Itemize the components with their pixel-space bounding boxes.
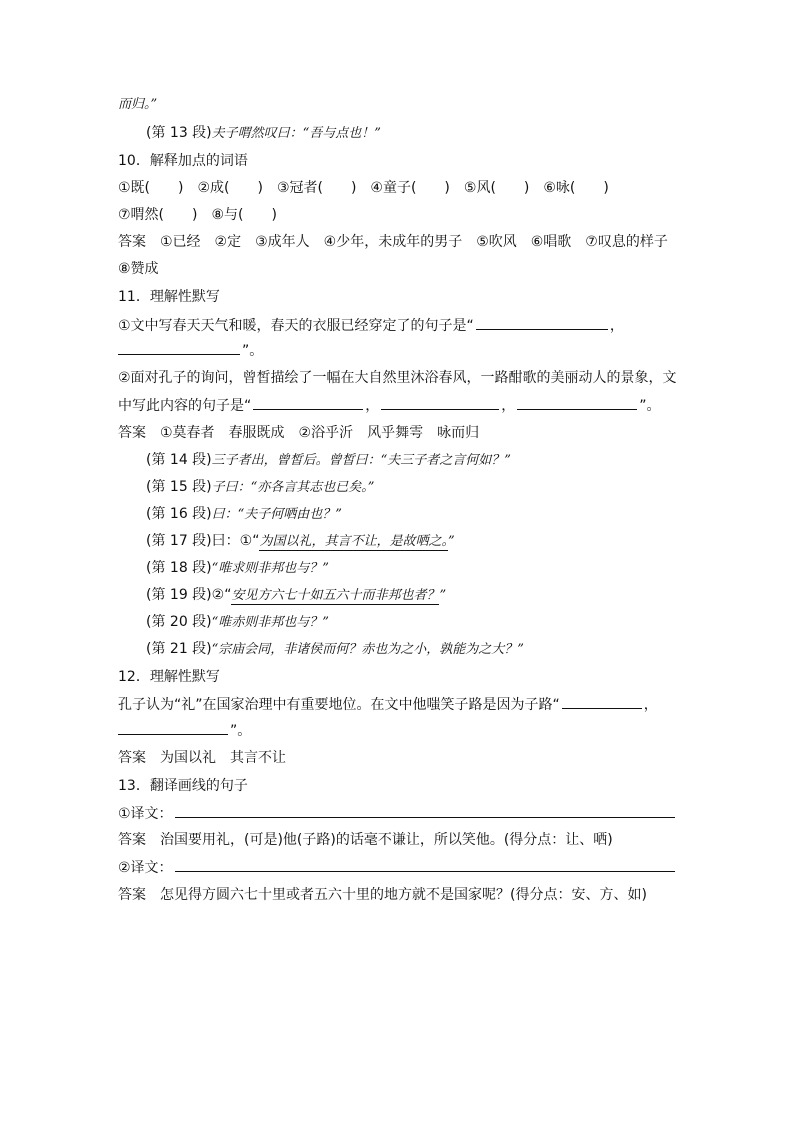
paragraph-number: (第 21 段) [146,641,212,657]
punct: ” [439,588,447,603]
answer-text: 答案 治国要用礼，(可是)他(子路)的话毫不谦让，所以笑他。(得分点：让、哂) [118,832,613,848]
answer-text: ⑧赞成 [118,261,159,277]
translation-blank[interactable] [175,804,675,818]
marker: ②“ [211,587,232,603]
text-line [118,316,624,335]
fill-blank[interactable] [381,396,499,410]
fill-blank[interactable] [517,396,637,410]
paragraph-number: (第 18 段) [146,560,212,576]
paragraph-number: (第 16 段) [146,506,212,522]
question-title [118,668,220,686]
fill-blank[interactable] [118,721,228,735]
punct: ”。 [242,343,264,359]
answer-line [118,831,613,849]
paragraph-number: (第 17 段) [146,533,212,549]
question-title [118,288,220,306]
question-text: 中写此内容的句子是“ [118,398,252,414]
answer-text: 答案 怎见得方圆六七十里或者五六十里的地方就不是国家呢？(得分点：安、方、如) [118,887,647,903]
classical-text: “唯求则非邦也与？” [211,561,329,576]
text-line [118,804,677,823]
paragraph-number: (第 20 段) [146,614,212,630]
punct: ”。 [230,723,252,739]
text-line [146,613,329,632]
question-title-text: 13．翻译画线的句子 [118,778,248,794]
text-line [118,695,658,714]
paragraph-number: (第 19 段) [146,587,212,603]
punct: ， [643,697,658,713]
word-list: ⑦喟然( ) ⑧与( ) [118,207,277,223]
classical-text: 子曰：“亦各言其志也已矣。” [211,480,375,495]
text-line [118,396,661,415]
question-title [118,777,248,795]
underlined-sentence: 为国以礼，其言不让，是故哂之。 [259,534,448,549]
question-text: ①文中写春天天气和暖，春天的衣服已经穿定了的句子是“ [118,318,474,334]
translation-label: ②译文： [118,860,173,876]
text-line [146,478,374,497]
text-line [146,505,342,524]
paragraph-number: (第 14 段) [146,452,212,468]
answer-line [118,424,479,442]
word-list: ①既( ) ②成( ) ③冠者( ) ④童子( ) ⑤风( ) ⑥咏( ) [118,180,609,196]
punct: ， [365,398,380,414]
question-text: ②面对孔子的询问，曾皙描绘了一幅在大自然里沐浴春风，一路酣歌的美丽动人的景象，文 [118,370,677,386]
text-line [118,179,609,197]
classical-text: 曰：“夫子何哂由也？” [211,507,342,522]
text-line [146,640,524,659]
answer-line [118,260,159,278]
answer-text: 答案 ①已经 ②定 ③成年人 ④少年，未成年的男子 ⑤吹风 ⑥唱歌 ⑦叹息的样子 [118,234,668,250]
answer-line [118,886,647,904]
fill-blank[interactable] [253,396,363,410]
classical-text: “宗庙会同，非诸侯而何？赤也为之小，孰能为之大？” [211,642,524,657]
text-line [118,369,677,387]
text-line [118,858,677,877]
fill-blank[interactable] [476,316,608,330]
fill-blank[interactable] [118,341,240,355]
question-title-text: 10．解释加点的词语 [118,153,248,169]
text-line [118,341,263,360]
text-line [146,451,511,470]
classical-text: 而归。” [118,97,158,112]
paragraph-number: (第 13 段) [146,125,212,141]
classical-text: “唯赤则非邦也与？” [211,615,329,630]
punct: ， [501,398,516,414]
fill-blank[interactable] [562,695,642,709]
punct: ， [609,318,624,334]
punct: ” [447,534,455,549]
answer-text: 答案 ①莫春者 春服既成 ②浴乎沂 风乎舞雩 咏而归 [118,425,480,441]
answer-line [118,749,286,767]
text-line [118,721,251,740]
text-line [146,559,329,578]
question-text: 孔子认为“礼”在国家治理中有重要地位。在文中他嗤笑子路是因为子路“ [118,697,560,713]
punct: ”。 [639,398,661,414]
paragraph-number: (第 15 段) [146,479,212,495]
text-line [146,532,455,551]
marker: 曰：①“ [211,533,260,549]
classical-text: 三子者出，曾皙后。曾皙曰：“夫三子者之言何如？” [211,453,511,468]
answer-text: 答案 为国以礼 其言不让 [118,750,286,766]
underlined-sentence: 安见方六七十如五六十而非邦也者？ [231,588,440,603]
text-line [146,586,446,605]
answer-line [118,233,668,251]
translation-label: ①译文： [118,806,173,822]
text-line [118,206,277,224]
text-line [118,96,157,114]
question-title [118,152,248,170]
text-line [146,124,381,143]
translation-blank[interactable] [175,858,675,872]
classical-text: 夫子喟然叹曰：“吾与点也！” [211,126,381,141]
question-title-text: 12．理解性默写 [118,669,220,685]
question-title-text: 11．理解性默写 [118,289,220,305]
